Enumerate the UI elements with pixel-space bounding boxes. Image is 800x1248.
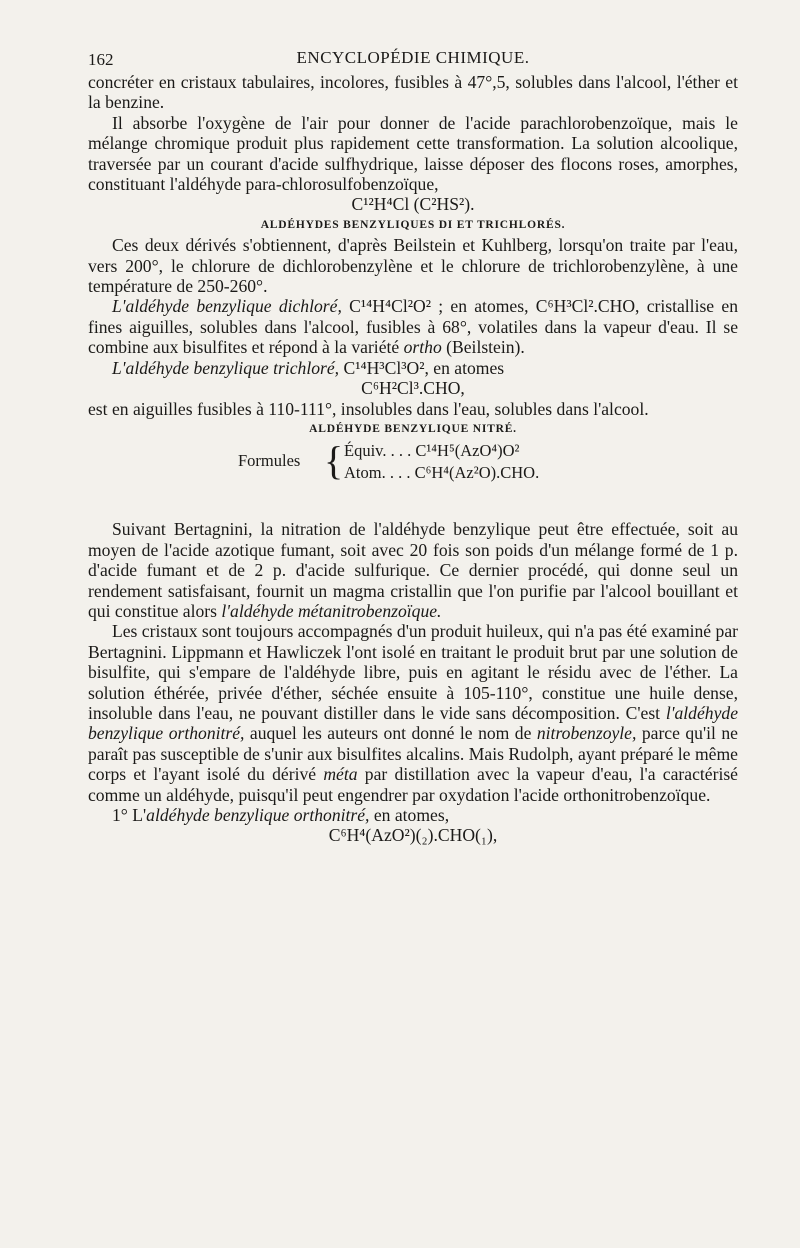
paragraph-4: L'aldéhyde benzylique dichloré, C¹⁴H⁴Cl²O² ; en atomes, C⁶H³Cl².CHO, cristallise en fines aiguilles, solubles dans l'alcool, fusibles à 68°, volatiles dans la vapeur d'eau. Il se combine aux bisulfites et répond à la variété ortho (Beilstein). [88,296,738,358]
formula-orthonitre: C⁶H⁴(AzO²)(₂).CHO(₁), [328,825,498,846]
running-head: ENCYCLOPÉDIE CHIMIQUE. [296,48,530,67]
formula-equiv: Équiv. . . . C¹⁴H⁵(AzO⁴)O² [344,441,520,461]
paragraph-7: Suivant Bertagnini, la nitration de l'aldéhyde benzylique peut être effectuée, soit au moyen de l'acide azotique fumant, soit avec 20 fois son poids d'un mélange formé de 1 p. d'acide fumant et de 2 p. d'acide sulfurique. Ce dernier procédé, qui donne seul un rendement satisfaisant, fournit un magma cristallin que l'on purifie par l'alcool bouillant et qui constitue alors l'aldéhyde métanitrobenzoïque. [88,519,738,621]
term-dichlore: L'aldéhyde benzylique dichloré, [112,296,342,317]
formula-atom: Atom. . . . C⁶H⁴(Az²O).CHO. [344,463,540,483]
section-heading-di-tri: ALDÉHYDES BENZYLIQUES DI ET TRICHLORÉS. [260,218,566,231]
section-heading-nitre: ALDÉHYDE BENZYLIQUE NITRÉ. [309,422,517,435]
body-text [88,72,738,846]
term-orthonitre: l'aldéhyde benzylique orthonitré, [88,702,738,744]
paragraph-6: est en aiguilles fusibles à 110-111°, insolubles dans l'eau, solubles dans l'alcool. [88,398,649,419]
paragraph-8: Les cristaux sont toujours accompagnés d'un produit huileux, qui n'a pas été examiné par Bertagnini. Lippmann et Hawliczek l'ont isolé en traitant le produit brut par une solution de bisulfite, qui s'empare de l'aldéhyde libre, puis en agitant le résidu avec de l'éther. La solution éthérée, privée d'éther, séchée ensuite à 105-110°, constitue une huile dense, insoluble dans l'eau, ne pouvant distiller dans le vide sans décomposition. C'est l'aldéhyde benzylique orthonitré, auquel les auteurs ont donné le nom de nitrobenzoyle, parce qu'il ne paraît pas susceptible de s'unir aux bisulfites alcalins. Mais Rudolph, ayant préparé le même corps et l'ayant isolé du dérivé méta par distillation avec la vapeur d'eau, l'a caractérisé comme un aldéhyde, puisqu'il peut engendrer par oxydation l'acide orthonitrobenzoïque. [88,621,738,805]
paragraph-5: L'aldéhyde benzylique trichloré, C¹⁴H³Cl³O², en atomes [112,357,505,378]
paragraph-3: Ces deux dérivés s'obtiennent, d'après Beilstein et Kuhlberg, lorsqu'on traite par l'eau, vers 200°, le chlorure de dichlorobenzylène et le chlorure de trichlorobenzylène, à une température de 250-260°. [88,235,738,297]
formula-chlorosulfo: C¹²H⁴Cl (C²HS²). [351,194,475,215]
paragraph-9: 1° L'aldéhyde benzylique orthonitré, en atomes, [112,805,450,825]
paragraph-2: Il absorbe l'oxygène de l'air pour donner de l'acide parachlorobenzoïque, mais le mélange chromique produit plus rapidement cette transformation. La solution alcoolique, traversée par un courant d'acide sulfhydrique, laisse déposer des flocons roses, amorphes, constituant l'aldéhyde para-chlorosulfobenzoïque, [88,112,738,195]
term-metanitro: l'aldéhyde métanitrobenzoïque. [221,600,442,621]
brace-glyph: { [324,438,344,484]
formula-trichlore: C⁶H²Cl³.CHO, [361,378,465,399]
term-ortho: ortho [403,337,442,358]
term-meta: méta [323,764,358,785]
paragraph-1: concréter en cristaux tabulaires, incolores, fusibles à 47°,5, solubles dans l'alcool, l'éther et la benzine. [88,72,738,113]
term-nitrobenzoyle: nitrobenzoyle, [536,723,637,744]
page-header [88,48,738,72]
term-trichlore: L'aldéhyde benzylique trichloré, [112,357,340,378]
formulas-block [88,439,738,491]
formulas-label: Formules [238,451,301,471]
page-number: 162 [88,50,114,69]
term-orthonitre-2: aldéhyde benzylique orthonitré, [146,805,370,825]
